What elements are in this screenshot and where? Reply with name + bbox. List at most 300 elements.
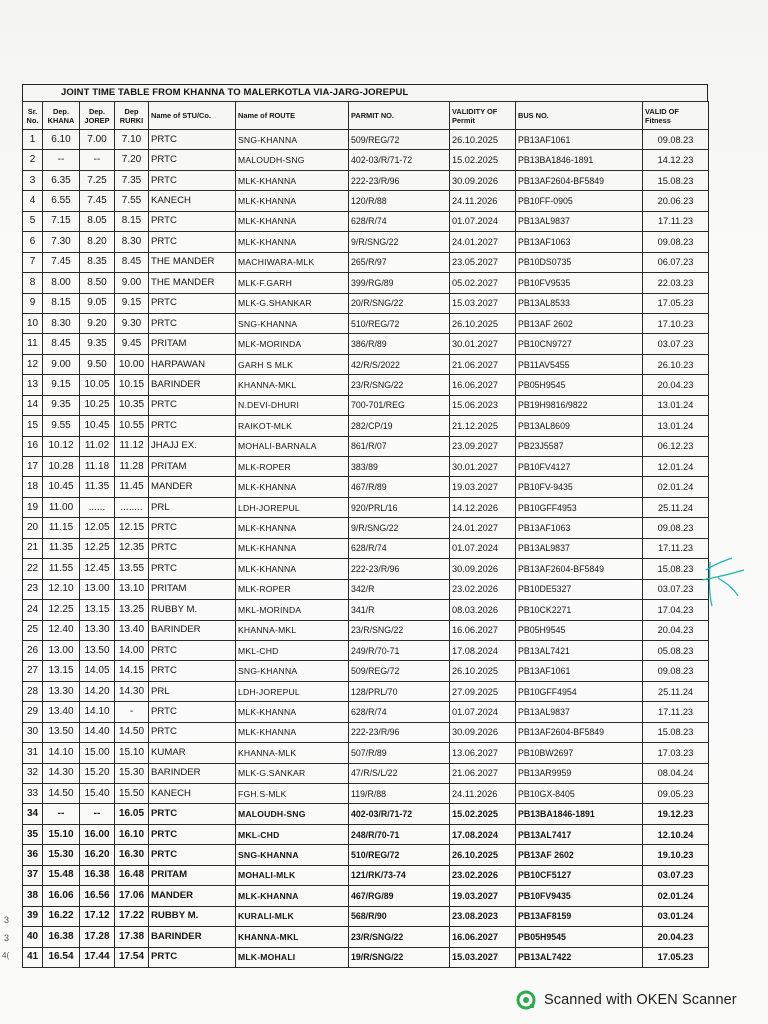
stu-name-cell: PRITAM <box>149 457 236 477</box>
bus-no-cell: PB13AR9959 <box>516 763 643 783</box>
dep-jorep-cell: 9.35 <box>80 334 115 354</box>
bus-no-cell: PB13AF2604-BF5849 <box>516 170 643 190</box>
sr-no-cell: 10 <box>23 313 43 333</box>
sr-no-cell: 12 <box>23 354 43 374</box>
dep-jorep-cell: 9.50 <box>80 354 115 374</box>
sr-no-cell: 15 <box>23 416 43 436</box>
bus-no-cell: PB13AF1061 <box>516 661 643 681</box>
dep-jorep-cell: 8.35 <box>80 252 115 272</box>
dep-rurki-cell: 14.50 <box>115 722 149 742</box>
dep-rurki-cell: 14.30 <box>115 681 149 701</box>
sr-no-cell: 34 <box>23 804 43 824</box>
sr-no-cell: 30 <box>23 722 43 742</box>
bus-no-cell: PB10FF-0905 <box>516 191 643 211</box>
permit-cell: 467/RG/89 <box>349 886 450 906</box>
stu-name-cell: PRITAM <box>149 579 236 599</box>
permit-cell: 23/R/SNG/22 <box>349 620 450 640</box>
stu-name-cell: PRTC <box>149 518 236 538</box>
dep-rurki-cell: 16.48 <box>115 865 149 885</box>
dep-rurki-cell: ........ <box>115 497 149 517</box>
dep-khanna-cell: 12.10 <box>43 579 80 599</box>
permit-validity-cell: 21.06.2027 <box>450 354 516 374</box>
stu-name-cell: PRTC <box>149 640 236 660</box>
route-cell: MLK-G.SANKAR <box>236 763 349 783</box>
permit-validity-cell: 21.06.2027 <box>450 763 516 783</box>
stu-name-cell: KANECH <box>149 784 236 804</box>
stu-name-cell: PRITAM <box>149 334 236 354</box>
dep-jorep-cell: -- <box>80 804 115 824</box>
bus-no-cell: PB13AF8159 <box>516 906 643 926</box>
timetable-row <box>23 273 709 293</box>
permit-cell: 402-03/R/71-72 <box>349 150 450 170</box>
dep-jorep-cell: 12.25 <box>80 538 115 558</box>
fitness-validity-cell: 15.08.23 <box>643 559 709 579</box>
timetable-row <box>23 824 709 844</box>
fitness-validity-cell: 19.12.23 <box>643 804 709 824</box>
route-cell: MLK-G.SHANKAR <box>236 293 349 313</box>
bus-no-cell: PB05H9545 <box>516 927 643 947</box>
dep-jorep-cell: 14.10 <box>80 702 115 722</box>
timetable-row <box>23 681 709 701</box>
permit-cell: 282/CP/19 <box>349 416 450 436</box>
sr-no-cell: 20 <box>23 518 43 538</box>
timetable-row <box>23 334 709 354</box>
stu-name-cell: BARINDER <box>149 375 236 395</box>
permit-validity-cell: 30.01.2027 <box>450 457 516 477</box>
fitness-validity-cell: 26.10.23 <box>643 354 709 374</box>
permit-validity-cell: 26.10.2025 <box>450 130 516 150</box>
sr-no-cell: 25 <box>23 620 43 640</box>
route-cell: KHANNA-MKL <box>236 620 349 640</box>
permit-cell: 507/R/89 <box>349 743 450 763</box>
stu-name-cell: KANECH <box>149 191 236 211</box>
timetable-row <box>23 252 709 272</box>
permit-validity-cell: 24.01.2027 <box>450 232 516 252</box>
stu-name-cell: PRTC <box>149 293 236 313</box>
permit-validity-cell: 23.05.2027 <box>450 252 516 272</box>
dep-khanna-cell: 7.15 <box>43 211 80 231</box>
dep-jorep-cell: 7.45 <box>80 191 115 211</box>
dep-khanna-cell: 14.50 <box>43 784 80 804</box>
dep-khanna-header: Dep. KHANA <box>43 102 80 130</box>
dep-rurki-cell: 13.55 <box>115 559 149 579</box>
fitness-validity-cell: 12.01.24 <box>643 457 709 477</box>
timetable-document <box>22 84 708 968</box>
scanner-watermark <box>516 989 766 1011</box>
stu-name-cell: BARINDER <box>149 927 236 947</box>
timetable-row <box>23 211 709 231</box>
permit-validity-cell: 13.06.2027 <box>450 743 516 763</box>
fitness-validity-cell: 19.10.23 <box>643 845 709 865</box>
stu-name-cell: PRL <box>149 681 236 701</box>
bus-no-cell: PB10GFF4953 <box>516 497 643 517</box>
timetable-row <box>23 743 709 763</box>
stu-name-cell: RUBBY M. <box>149 906 236 926</box>
dep-khanna-cell: 8.45 <box>43 334 80 354</box>
dep-khanna-cell: 12.40 <box>43 620 80 640</box>
dep-khanna-cell: 8.15 <box>43 293 80 313</box>
fitness-validity-cell: 06.07.23 <box>643 252 709 272</box>
dep-khanna-cell: 6.35 <box>43 170 80 190</box>
timetable-row <box>23 702 709 722</box>
route-cell: RAIKOT-MLK <box>236 416 349 436</box>
dep-rurki-cell: 13.25 <box>115 600 149 620</box>
timetable-row <box>23 293 709 313</box>
route-cell: MLK-KHANNA <box>236 518 349 538</box>
bus-no-cell: PB13AL7421 <box>516 640 643 660</box>
fitness-validity-header: VALID OF Fitness <box>643 102 709 130</box>
route-cell: LDH-JOREPUL <box>236 681 349 701</box>
margin-mark: 3 <box>4 915 10 925</box>
bus-no-cell: PB13AF2604-BF5849 <box>516 722 643 742</box>
fitness-validity-cell: 08.04.24 <box>643 763 709 783</box>
bus-no-cell: PB10DS0735 <box>516 252 643 272</box>
permit-cell: 568/R/90 <box>349 906 450 926</box>
dep-khanna-cell: 16.54 <box>43 947 80 967</box>
dep-rurki-cell: 11.45 <box>115 477 149 497</box>
sr-no-cell: 22 <box>23 559 43 579</box>
dep-rurki-cell: 9.30 <box>115 313 149 333</box>
sr-no-cell: 3 <box>23 170 43 190</box>
dep-khanna-cell: 14.30 <box>43 763 80 783</box>
bus-no-cell: PB10FV4127 <box>516 457 643 477</box>
dep-rurki-cell: 14.15 <box>115 661 149 681</box>
dep-khanna-cell: 15.10 <box>43 824 80 844</box>
dep-jorep-cell: 14.20 <box>80 681 115 701</box>
dep-khanna-cell: -- <box>43 150 80 170</box>
stu-name-cell: PRTC <box>149 538 236 558</box>
route-cell: MACHIWARA-MLK <box>236 252 349 272</box>
bus-no-cell: PB13AF1061 <box>516 130 643 150</box>
stu-name-cell: PRTC <box>149 824 236 844</box>
dep-jorep-cell: 8.05 <box>80 211 115 231</box>
route-cell: FGH.S-MLK <box>236 784 349 804</box>
timetable-body <box>23 130 709 968</box>
timetable-row <box>23 600 709 620</box>
route-cell: MLK-KHANNA <box>236 559 349 579</box>
dep-rurki-header: Dep RURKI <box>115 102 149 130</box>
sr-no-cell: 28 <box>23 681 43 701</box>
stu-name-cell: PRTC <box>149 150 236 170</box>
sr-no-cell: 36 <box>23 845 43 865</box>
fitness-validity-cell: 17.05.23 <box>643 947 709 967</box>
bus-no-cell: PB13AF1063 <box>516 518 643 538</box>
permit-cell: 9/R/SNG/22 <box>349 518 450 538</box>
fitness-validity-cell: 17.03.23 <box>643 743 709 763</box>
permit-validity-cell: 05.02.2027 <box>450 273 516 293</box>
stu-name-cell: PRTC <box>149 170 236 190</box>
dep-rurki-cell: 11.28 <box>115 457 149 477</box>
dep-jorep-cell: -- <box>80 150 115 170</box>
sr-no-cell: 38 <box>23 886 43 906</box>
margin-mark: 3 <box>4 933 10 943</box>
dep-rurki-cell: - <box>115 702 149 722</box>
dep-rurki-cell: 16.10 <box>115 824 149 844</box>
dep-khanna-cell: 11.55 <box>43 559 80 579</box>
bus-no-cell: PB13BA1846-1891 <box>516 150 643 170</box>
fitness-validity-cell: 12.10.24 <box>643 824 709 844</box>
sr-no-cell: 27 <box>23 661 43 681</box>
timetable-row <box>23 722 709 742</box>
fitness-validity-cell: 05.08.23 <box>643 640 709 660</box>
timetable-row <box>23 845 709 865</box>
dep-khanna-cell: 13.40 <box>43 702 80 722</box>
dep-rurki-cell: 17.38 <box>115 927 149 947</box>
stu-name-cell: PRTC <box>149 313 236 333</box>
timetable-row <box>23 416 709 436</box>
permit-cell: 467/R/89 <box>349 477 450 497</box>
permit-cell: 42/R/S/2022 <box>349 354 450 374</box>
stu-name-cell: PRTC <box>149 722 236 742</box>
dep-khanna-cell: 9.15 <box>43 375 80 395</box>
dep-rurki-cell: 8.15 <box>115 211 149 231</box>
sr-no-cell: 16 <box>23 436 43 456</box>
scanner-watermark-text: Scanned with OKEN Scanner <box>544 992 737 1008</box>
timetable-row <box>23 497 709 517</box>
sr-no-cell: 7 <box>23 252 43 272</box>
route-header: Name of ROUTE <box>236 102 349 130</box>
timetable-row <box>23 947 709 967</box>
route-cell: MLK-KHANNA <box>236 886 349 906</box>
dep-jorep-cell: 17.44 <box>80 947 115 967</box>
handwritten-signature-mark <box>698 540 750 612</box>
bus-no-cell: PB13AF1063 <box>516 232 643 252</box>
route-cell: MLK-ROPER <box>236 457 349 477</box>
stu-name-cell: THE MANDER <box>149 252 236 272</box>
sr-no-cell: 9 <box>23 293 43 313</box>
fitness-validity-cell: 25.11.24 <box>643 681 709 701</box>
permit-cell: 47/R/S/L/22 <box>349 763 450 783</box>
sr-no-cell: 26 <box>23 640 43 660</box>
dep-khanna-cell: 16.38 <box>43 927 80 947</box>
bus-no-cell: PB13AL9837 <box>516 538 643 558</box>
route-cell: GARH S MLK <box>236 354 349 374</box>
stu-name-cell: KUMAR <box>149 743 236 763</box>
fitness-validity-cell: 02.01.24 <box>643 477 709 497</box>
bus-no-cell: PB05H9545 <box>516 620 643 640</box>
dep-jorep-cell: 13.00 <box>80 579 115 599</box>
timetable-row <box>23 784 709 804</box>
bus-no-cell: PB13AF 2602 <box>516 845 643 865</box>
dep-jorep-cell: 16.56 <box>80 886 115 906</box>
route-cell: SNG-KHANNA <box>236 661 349 681</box>
route-cell: MLK-KHANNA <box>236 477 349 497</box>
timetable-row <box>23 130 709 150</box>
dep-khanna-cell: 14.10 <box>43 743 80 763</box>
bus-no-cell: PB10FV9535 <box>516 273 643 293</box>
permit-cell: 383/89 <box>349 457 450 477</box>
timetable-row <box>23 865 709 885</box>
route-cell: KHANNA-MKL <box>236 375 349 395</box>
timetable-row <box>23 906 709 926</box>
sr-no-cell: 14 <box>23 395 43 415</box>
bus-no-cell: PB19H9816/9822 <box>516 395 643 415</box>
dep-jorep-cell: 7.00 <box>80 130 115 150</box>
permit-validity-cell: 16.06.2027 <box>450 620 516 640</box>
fitness-validity-cell: 13.01.24 <box>643 395 709 415</box>
sr-no-cell: 13 <box>23 375 43 395</box>
timetable-row <box>23 477 709 497</box>
permit-validity-cell: 15.02.2025 <box>450 804 516 824</box>
fitness-validity-cell: 17.04.23 <box>643 600 709 620</box>
stu-name-cell: PRTC <box>149 211 236 231</box>
fitness-validity-cell: 06.12.23 <box>643 436 709 456</box>
stu-name-cell: BARINDER <box>149 763 236 783</box>
permit-validity-cell: 23.02.2026 <box>450 865 516 885</box>
stu-name-cell: JHAJJ EX. <box>149 436 236 456</box>
route-cell: SNG-KHANNA <box>236 845 349 865</box>
fitness-validity-cell: 14.12.23 <box>643 150 709 170</box>
route-cell: SNG-KHANNA <box>236 130 349 150</box>
permit-validity-cell: 14.12.2026 <box>450 497 516 517</box>
dep-jorep-cell: 12.45 <box>80 559 115 579</box>
dep-jorep-cell: 16.20 <box>80 845 115 865</box>
stu-name-cell: PRL <box>149 497 236 517</box>
dep-rurki-cell: 16.30 <box>115 845 149 865</box>
dep-jorep-cell: 15.00 <box>80 743 115 763</box>
bus-no-cell: PB13AF2604-BF5849 <box>516 559 643 579</box>
stu-name-cell: PRTC <box>149 130 236 150</box>
timetable-row <box>23 927 709 947</box>
bus-no-cell: PB13BA1846-1891 <box>516 804 643 824</box>
stu-name-cell: PRTC <box>149 804 236 824</box>
dep-khanna-cell: 15.30 <box>43 845 80 865</box>
permit-cell: 628/R/74 <box>349 538 450 558</box>
dep-jorep-cell: 15.20 <box>80 763 115 783</box>
permit-cell: 120/R/88 <box>349 191 450 211</box>
timetable-row <box>23 354 709 374</box>
sr-no-cell: 31 <box>23 743 43 763</box>
bus-no-cell: PB05H9545 <box>516 375 643 395</box>
timetable-row <box>23 661 709 681</box>
fitness-validity-cell: 09.08.23 <box>643 232 709 252</box>
dep-jorep-cell: 12.05 <box>80 518 115 538</box>
sr-no-cell: 19 <box>23 497 43 517</box>
timetable-row <box>23 150 709 170</box>
dep-rurki-cell: 15.50 <box>115 784 149 804</box>
stu-name-cell: PRTC <box>149 559 236 579</box>
timetable-row <box>23 579 709 599</box>
dep-rurki-cell: 17.54 <box>115 947 149 967</box>
permit-validity-cell: 30.01.2027 <box>450 334 516 354</box>
permit-validity-cell: 01.07.2024 <box>450 538 516 558</box>
fitness-validity-cell: 09.08.23 <box>643 518 709 538</box>
bus-no-cell: PB10BW2697 <box>516 743 643 763</box>
dep-rurki-cell: 10.35 <box>115 395 149 415</box>
dep-khanna-cell: 11.15 <box>43 518 80 538</box>
stu-name-cell: PRTC <box>149 416 236 436</box>
dep-rurki-cell: 9.15 <box>115 293 149 313</box>
stu-name-cell: MANDER <box>149 886 236 906</box>
sr-no-cell: 21 <box>23 538 43 558</box>
stu-name-cell: HARPAWAN <box>149 354 236 374</box>
route-cell: MLK-F.GARH <box>236 273 349 293</box>
timetable-row <box>23 375 709 395</box>
permit-validity-cell: 24.01.2027 <box>450 518 516 538</box>
dep-jorep-cell: 13.15 <box>80 600 115 620</box>
bus-no-cell: PB10GX-8405 <box>516 784 643 804</box>
sr-no-cell: 6 <box>23 232 43 252</box>
route-cell: MLK-KHANNA <box>236 211 349 231</box>
dep-rurki-cell: 11.12 <box>115 436 149 456</box>
permit-cell: 222-23/R/96 <box>349 722 450 742</box>
stu-name-cell: THE MANDER <box>149 273 236 293</box>
bus-no-cell: PB13AL7417 <box>516 824 643 844</box>
sr-no-cell: 23 <box>23 579 43 599</box>
stu-name-cell: PRTC <box>149 702 236 722</box>
dep-rurki-cell: 13.10 <box>115 579 149 599</box>
permit-cell: 222-23/R/96 <box>349 559 450 579</box>
dep-jorep-cell: 16.38 <box>80 865 115 885</box>
route-cell: MLK-KHANNA <box>236 722 349 742</box>
bus-no-cell: PB10CN9727 <box>516 334 643 354</box>
dep-khanna-cell: 13.00 <box>43 640 80 660</box>
dep-jorep-cell: 10.45 <box>80 416 115 436</box>
dep-jorep-cell: 11.18 <box>80 457 115 477</box>
permit-validity-cell: 16.06.2027 <box>450 927 516 947</box>
timetable-row <box>23 457 709 477</box>
sr-no-cell: 32 <box>23 763 43 783</box>
dep-khanna-cell: 9.55 <box>43 416 80 436</box>
dep-khanna-cell: 6.55 <box>43 191 80 211</box>
sr-no-cell: 11 <box>23 334 43 354</box>
route-cell: SNG-KHANNA <box>236 313 349 333</box>
timetable-row <box>23 559 709 579</box>
sr-no-cell: 41 <box>23 947 43 967</box>
dep-khanna-cell: 10.28 <box>43 457 80 477</box>
dep-rurki-cell: 8.45 <box>115 252 149 272</box>
permit-cell: 20/R/SNG/22 <box>349 293 450 313</box>
permit-cell: 19/R/SNG/22 <box>349 947 450 967</box>
fitness-validity-cell: 20.04.23 <box>643 927 709 947</box>
route-cell: MLK-MOHALI <box>236 947 349 967</box>
dep-rurki-cell: 12.35 <box>115 538 149 558</box>
stu-name-cell: PRTC <box>149 845 236 865</box>
route-cell: MLK-KHANNA <box>236 191 349 211</box>
sr-no-cell: 1 <box>23 130 43 150</box>
dep-rurki-cell: 10.15 <box>115 375 149 395</box>
timetable-row <box>23 804 709 824</box>
dep-jorep-cell: 13.50 <box>80 640 115 660</box>
dep-khanna-cell: 9.35 <box>43 395 80 415</box>
permit-validity-cell: 15.06.2023 <box>450 395 516 415</box>
margin-mark: 4( <box>2 951 10 960</box>
route-cell: MKL-CHD <box>236 824 349 844</box>
dep-khanna-cell: 15.48 <box>43 865 80 885</box>
dep-khanna-cell: 16.06 <box>43 886 80 906</box>
bus-no-cell: PB10CF5127 <box>516 865 643 885</box>
permit-cell: 248/R/70-71 <box>349 824 450 844</box>
fitness-validity-cell: 09.08.23 <box>643 661 709 681</box>
dep-jorep-cell: 11.02 <box>80 436 115 456</box>
dep-rurki-cell: 14.00 <box>115 640 149 660</box>
permit-validity-cell: 27.09.2025 <box>450 681 516 701</box>
timetable-row <box>23 763 709 783</box>
bus-no-cell: PB10FV-9435 <box>516 477 643 497</box>
timetable-title: JOINT TIME TABLE FROM KHANNA TO MALERKOTLA VIA-JARG-JOREPUL <box>22 84 708 101</box>
fitness-validity-cell: 09.05.23 <box>643 784 709 804</box>
permit-validity-cell: 01.07.2024 <box>450 702 516 722</box>
dep-jorep-cell: 8.50 <box>80 273 115 293</box>
dep-khanna-cell: 16.22 <box>43 906 80 926</box>
permit-cell: 342/R <box>349 579 450 599</box>
sr-no-cell: 35 <box>23 824 43 844</box>
permit-cell: 128/PRL/70 <box>349 681 450 701</box>
bus-no-cell: PB13AF 2602 <box>516 313 643 333</box>
dep-khanna-cell: 7.45 <box>43 252 80 272</box>
route-cell: MKL-CHD <box>236 640 349 660</box>
permit-validity-cell: 24.11.2026 <box>450 784 516 804</box>
